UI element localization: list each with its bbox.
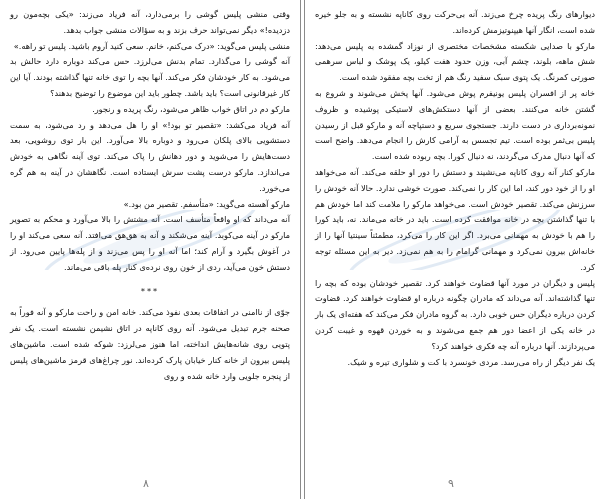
page-number: ۸ [143, 477, 149, 490]
paragraph: مارکو با صدایی شکسته مشخصات مختصری از نوزاد گمشده به پلیس می‌دهد: شش ماهه، بلوند، چشم آبی، وزن حدود هفت کیلو، یک پوشک و لباس سرهمی صورتی کمرنگ. یک پتوی سبک سفید رنگ هم از تخت بچه مفقود شده است. [315, 40, 595, 83]
paragraph: آنه گوشی را می‌گذارد. تمام بدنش می‌لرزد. حس می‌کند دوباره دارد حالش بد می‌شود. به کار خودشان فکر می‌کند. آنها بچه را توی خانه تنها گذاشته بودند. آیا این کار غیرقانونی است؟ باید باشد. چطور باید این موضوع را توضیح بدهند؟ [10, 56, 290, 98]
paragraph: پلیس و دیگران در مورد آنها قضاوت خواهند کرد. تقصیر خودشان بوده که بچه را تنها گذاشته‌اند. آنه می‌داند که مادران چگونه درباره او قضاوت خواهند کرد. قضاوت کردن درباره دیگران حس خوبی دارد. به گروه مادران فکر می‌کند که هفته‌ای یک بار در خانه یکی از اعضا دور هم جمع می‌شوند و به خوردن قهوه و غیبت کردن می‌پردازند. آنها درباره آنه چه فکری خواهند کرد؟ [315, 277, 595, 351]
paragraph: مارکو آهسته می‌گوید: «متأسفم. تقصیر من بود.» [123, 198, 290, 209]
left-page [0, 0, 301, 499]
paragraph: جوّی از ناامنی در اتفاقات بعدی نفوذ می‌کند. خانه امن و راحت مارکو و آنه فوراً به صحنه جرم تبدیل می‌شود. آنه روی کاناپه در اتاق نشیمن نشسته است. یک نفر پتویی روی شانه‌هایش انداخته، اما هنوز می‌لرزد: شوکه شده است. ماشین‌های پلیس بیرون از خانه کنار خیابان پارک کرده‌اند. نور چراغ‌های قرمز ماشین‌های پلیس از پنجره جلویی وارد خانه شده و روی [10, 307, 290, 381]
paragraph: آنه می‌داند که او واقعاً متأسف است. آنه مشتش را بالا می‌آورد و محکم به تصویر مارکو در آینه می‌کوبد. آینه می‌شکند و آنه به هق‌هق می‌افتد. آنه سعی می‌کند او را در آغوش بگیرد و آرام کند؛ اما آنه او را پس می‌زند و از پله‌ها پایین می‌رود. از دستش خون می‌آید، ردی از خون روی نرده‌ی کنار پله باقی می‌ماند. [10, 214, 290, 272]
right-page [304, 0, 605, 499]
paragraph: مارکو دم در اتاق خواب ظاهر می‌شود، رنگ پریده و رنجور. [92, 103, 290, 114]
left-page-text [10, 7, 290, 384]
section-separator: *** [140, 285, 160, 296]
page-number: ۹ [448, 477, 454, 490]
paragraph: آنه فریاد می‌کشد: «تقصیر تو بود!» او را هل می‌دهد و رد می‌شود، به سمت دستشویی بالای پلکان می‌رود و دوباره بالا می‌آورد. این بار توی روشویی، بعد دست‌هایش را می‌شوید و دور دهانش را پاک می‌کند. توی آینه نگاهی به خودش می‌اندازد. مارکو درست پشت سرش ایستاده است. نگاهشان در آینه به هم گره می‌خورد. [10, 119, 290, 193]
paragraph: دیوارهای رنگ پریده چرخ می‌زند. آنه بی‌حرکت روی کاناپه نشسته و به جلو خیره شده است، انگار آنها هیپنوتیزمش کرده‌اند. [315, 9, 595, 35]
paragraph: یک نفر دیگر از راه می‌رسد. مردی خونسرد با کت و شلواری تیره و شیک. [347, 356, 595, 367]
right-page-text [315, 7, 595, 370]
paragraph: مارکو کنار آنه روی کاناپه می‌نشیند و دستش را دور او حلقه می‌کند. آنه می‌خواهد او را از خود دور کند، اما این کار را نمی‌کند. صورت خوشی ندارد. حالا آنه خودش را سرزنش می‌کند. تقصیر خودش است. می‌خواهد مارکو را ملامت کند اما خودش هم با تنها گذاشتن بچه در خانه موافقت کرده است. باید در خانه می‌ماند. نه، باید کورا را هم با خودش به مهمانی می‌برد. اگر این کار را می‌کرد، مطمئناً سینتیا آنها را از خانه‌اش بیرون نمی‌کرد و مهمانی گرامام را به هم نمی‌زد. دیر به این مسئله توجه کرد. [315, 166, 595, 272]
paragraph: منشی پلیس می‌گوید: «درک می‌کنم، خانم. سعی کنید آروم باشید. پلیس تو راهه.» [13, 40, 290, 51]
paragraph: وقتی منشی پلیس گوشی را برمی‌دارد، آنه فریاد می‌زند: «یکی بچه‌مون رو دزدیده!» دیگر نمی‌تواند حرف بزند و به سؤالات منشی جواب بدهد. [10, 9, 290, 35]
paragraph: خانه پر از افسران پلیس یونیفرم پوش می‌شود. آنها پخش می‌شوند و شروع به گشتن خانه می‌کنند. بعضی از آنها دستکش‌های لاستیکی پوشیده و ظروف نمونه‌برداری در دست دارند. جستجوی سریع و دستپاچه آنه و مارکو قبل از رسیدن پلیس بی‌ثمر بوده است. تیم تجسس به آرامی کارش را انجام می‌دهد. واضح است که آنها دنبال مدرک می‌گردند، نه دنبال کورا. بچه ربوده شده است. [315, 87, 595, 162]
